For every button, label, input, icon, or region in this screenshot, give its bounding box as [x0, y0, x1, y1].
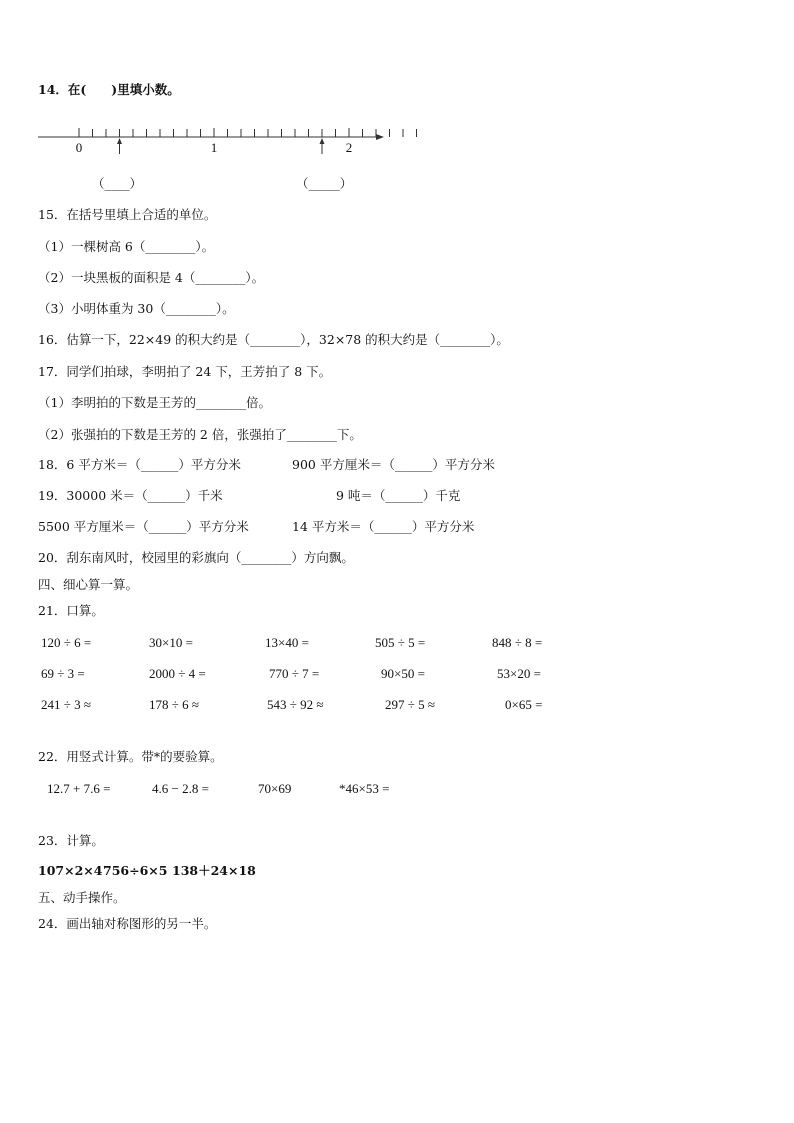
q21-r3c5: 0×65 = — [505, 697, 543, 712]
q24-text: 24．画出轴对称图形的另一半。 — [38, 916, 217, 931]
q14-answer-blank-2[interactable]: （_____） — [296, 176, 353, 191]
q21-r2c2: 2000 ÷ 4 = — [149, 666, 206, 681]
section-5-heading: 五、动手操作。 — [38, 890, 126, 905]
q21-r3c2: 178 ÷ 6 ≈ — [149, 697, 200, 712]
q22-item-4: *46×53 = — [339, 781, 390, 796]
q21-r2c4: 90×50 = — [381, 666, 425, 681]
q15-item-2[interactable]: （2）一块黑板的面积是 4（________）。 — [38, 270, 265, 285]
pointer-arrow-1-head — [117, 138, 122, 144]
q15-item-3[interactable]: （3）小明体重为 30（________）。 — [38, 301, 235, 316]
q19-left[interactable]: 19．30000 米＝（______）千米 — [38, 488, 223, 503]
q23-item-1: 107×2×4 — [38, 863, 103, 878]
q16-text[interactable]: 16．估算一下，22×49 的积大约是（________），32×78 的积大约是（________）。 — [38, 332, 509, 347]
tick-label-2: 2 — [345, 140, 353, 155]
q21-r2c5: 53×20 = — [497, 666, 541, 681]
tick-label-0: 0 — [75, 140, 83, 155]
q18-left[interactable]: 18．6 平方米＝（______）平方分米 — [38, 457, 241, 472]
number-line-group — [38, 128, 417, 155]
q23-title: 23．计算。 — [38, 833, 104, 848]
q17-item-2[interactable]: （2）张强拍的下数是王芳的 2 倍，张强拍了________下。 — [38, 427, 362, 442]
q23-item-3: 138＋24×18 — [172, 863, 256, 878]
q21-r2c1: 69 ÷ 3 = — [41, 666, 85, 681]
q21-r3c1: 241 ÷ 3 ≈ — [41, 697, 92, 712]
q23-item-2: 756÷6×5 — [103, 863, 168, 878]
q21-r3c3: 543 ÷ 92 ≈ — [267, 697, 324, 712]
section-4-heading: 四、细心算一算。 — [38, 577, 139, 592]
q17-title: 17．同学们拍球，李明拍了 24 下，王芳拍了 8 下。 — [38, 364, 332, 379]
q22-item-3: 70×69 — [258, 781, 292, 796]
q21-r1c3: 13×40 = — [265, 635, 309, 650]
q14-answer-blank-1[interactable]: （____） — [92, 176, 143, 191]
q21-r2c3: 770 ÷ 7 = — [269, 666, 320, 681]
q21-r1c4: 505 ÷ 5 = — [375, 635, 426, 650]
q19-right[interactable]: 9 吨＝（______）千克 — [336, 488, 461, 503]
q19b-left[interactable]: 5500 平方厘米＝（______）平方分米 — [38, 519, 249, 534]
q21-r1c1: 120 ÷ 6 = — [41, 635, 92, 650]
q21-r1c2: 30×10 = — [149, 635, 193, 650]
q22-item-2: 4.6 − 2.8 = — [152, 781, 209, 796]
q19b-right[interactable]: 14 平方米＝（______）平方分米 — [292, 519, 475, 534]
q22-title: 22．用竖式计算。带*的要验算。 — [38, 749, 223, 764]
q21-r3c4: 297 ÷ 5 ≈ — [385, 697, 436, 712]
number-line — [0, 0, 794, 200]
tick-label-1: 1 — [210, 140, 218, 155]
pointer-arrow-2-head — [320, 138, 325, 144]
q20-text[interactable]: 20．刮东南风时，校园里的彩旗向（________）方向飘。 — [38, 550, 354, 565]
number-line-arrowhead — [376, 134, 384, 140]
q21-title: 21．口算。 — [38, 603, 104, 618]
q14-title: 14．在( )里填小数。 — [38, 82, 180, 97]
q21-r1c5: 848 ÷ 8 = — [492, 635, 543, 650]
q15-title: 15．在括号里填上合适的单位。 — [38, 207, 217, 222]
q18-right[interactable]: 900 平方厘米＝（______）平方分米 — [292, 457, 495, 472]
q22-item-1: 12.7 + 7.6 = — [47, 781, 111, 796]
q17-item-1[interactable]: （1）李明拍的下数是王芳的________倍。 — [38, 395, 271, 410]
q15-item-1[interactable]: （1）一棵树高 6（________）。 — [38, 239, 215, 254]
